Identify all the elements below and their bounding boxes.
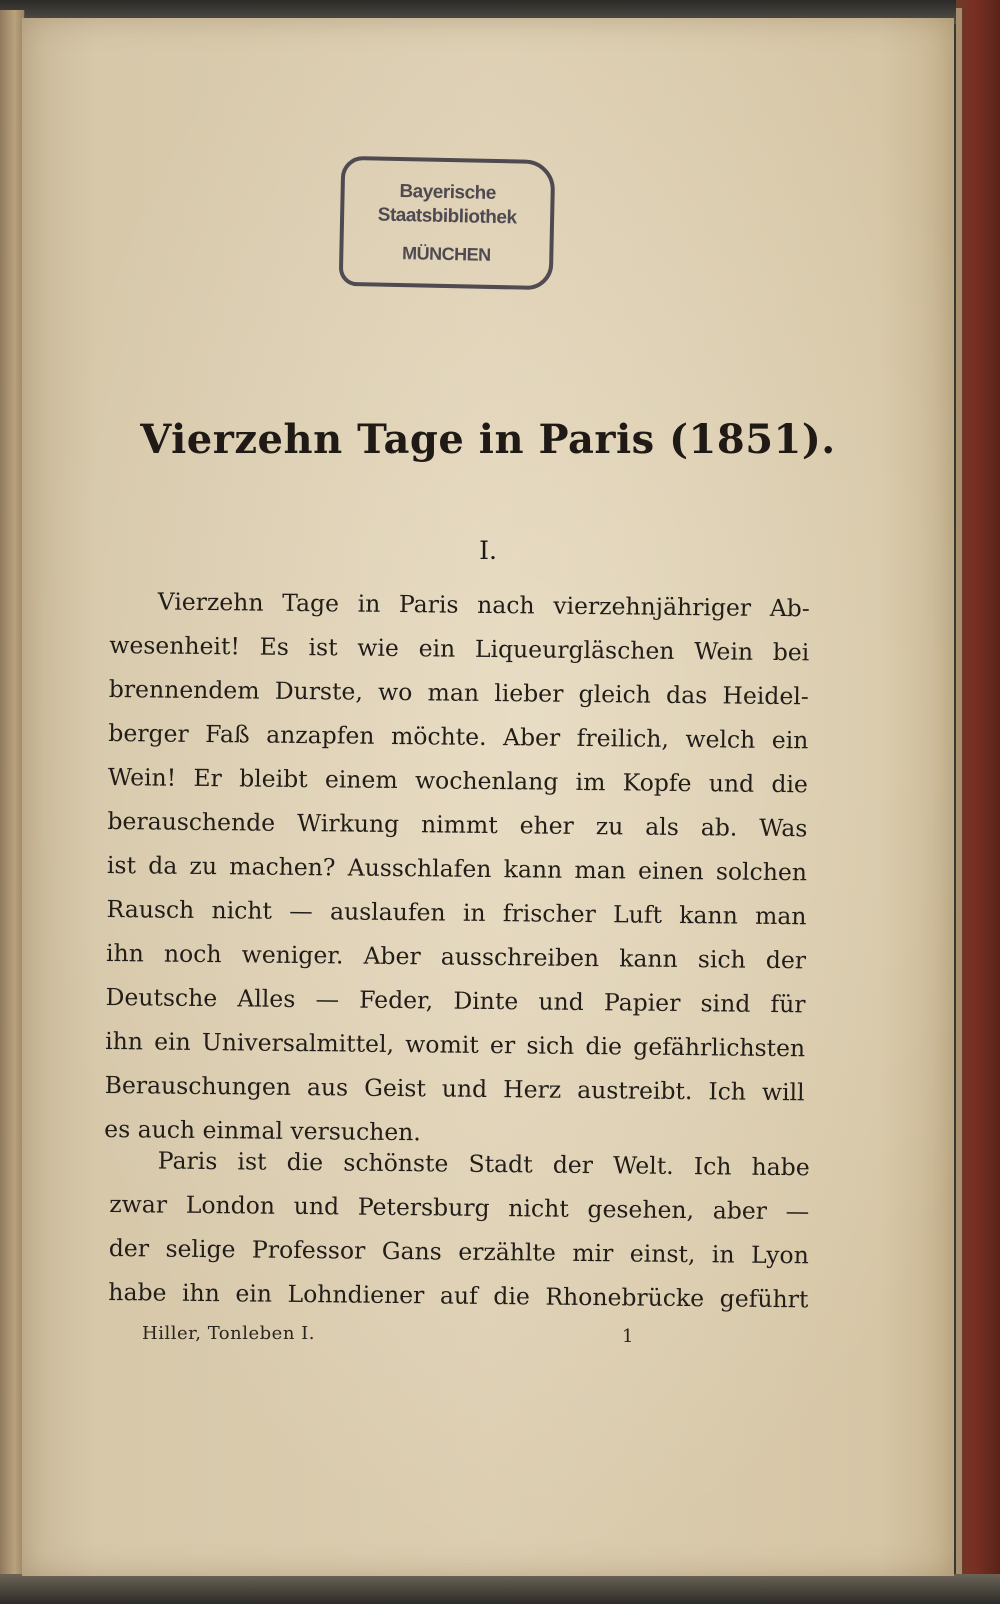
- paragraph-2: [108, 1138, 810, 1321]
- text-line: Berauschungen aus Geist und Herz austreibt. Ich will: [104, 1070, 805, 1107]
- page-edge-right: [956, 8, 962, 1588]
- text-line: wesenheit! Es ist wie ein Liqueurgläschen Wein bei: [109, 630, 810, 667]
- text-line: brennendem Durste, wo man lieber gleich das Heidel-: [108, 674, 809, 711]
- text-line: Wein! Er bleibt einem wochenlang im Kopfe und die: [107, 762, 809, 799]
- text-line: zwar London und Petersburg nicht gesehen, aber —: [109, 1189, 810, 1226]
- sheet-number: 1: [622, 1326, 634, 1347]
- text-line: Rausch nicht — auslaufen in frischer Luft kann man: [106, 894, 807, 931]
- text-line: berger Faß anzapfen möchte. Aber freilich, welch ein: [108, 718, 809, 755]
- text-line: der selige Professor Gans erzählte mir einst, in Lyon: [108, 1233, 809, 1270]
- chapter-title: Vierzehn Tage in Paris (1851).: [140, 416, 836, 463]
- stamp-line-1: Bayerische: [399, 180, 497, 205]
- sheet-signature: Hiller, Tonleben I.: [142, 1323, 315, 1344]
- scan-bottom-edge: [0, 1574, 1000, 1604]
- stamp-line-3: MÜNCHEN: [401, 243, 491, 265]
- text-line: es auch einmal versuchen.: [104, 1114, 421, 1147]
- book-page: [22, 18, 954, 1576]
- text-line: habe ihn ein Lohndiener auf die Rhonebrücke geführt: [108, 1277, 809, 1314]
- text-line: Paris ist die schönste Stadt der Welt. Ich habe: [157, 1146, 810, 1182]
- text-line: ihn ein Universalmittel, womit er sich die gefährlichsten: [105, 1026, 806, 1063]
- text-line: Deutsche Alles — Feder, Dinte und Papier sind für: [105, 982, 806, 1019]
- text-line: Vierzehn Tage in Paris nach vierzehnjähriger Ab-: [157, 587, 810, 623]
- text-line: ist da zu machen? Ausschlafen kann man einen solchen: [106, 850, 808, 887]
- library-stamp: [339, 156, 556, 290]
- stamp-line-2: Staatsbibliothek: [377, 204, 517, 229]
- text-line: berauschende Wirkung nimmt eher zu als ab. Was: [107, 806, 808, 843]
- section-number: I.: [479, 536, 497, 565]
- book-cover-right: [956, 0, 1000, 1604]
- text-line: ihn noch weniger. Aber ausschreiben kann sich der: [105, 938, 807, 975]
- paragraph-1: [104, 579, 810, 1158]
